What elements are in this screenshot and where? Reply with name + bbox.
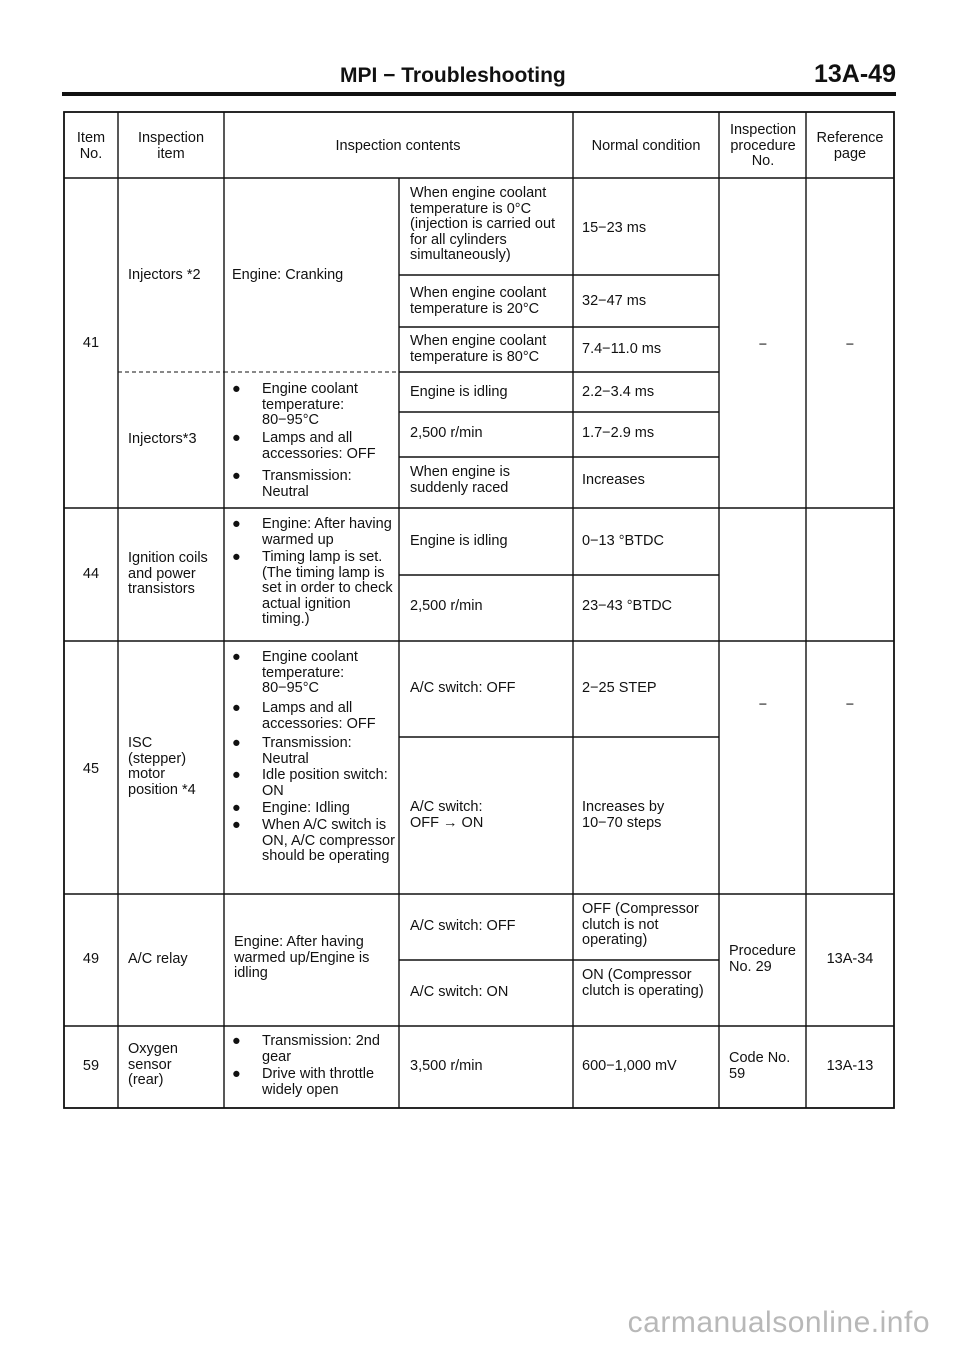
col-header-item-no: Item No. bbox=[76, 130, 106, 162]
contents-bullet-coolant-45: ● Engine coolant temperature: 80−95°C bbox=[232, 649, 358, 697]
contents-bullet-lamps-45: ● Lamps and all accessories: OFF bbox=[232, 700, 376, 732]
condition-coolant-80c: When engine coolant temperature is 80°C bbox=[410, 333, 547, 365]
item-no-49: 49 bbox=[82, 951, 100, 967]
bullet-icon: ● bbox=[232, 767, 241, 783]
contents-49-engine-warmed: Engine: After having warmed up/Engine is idling bbox=[234, 934, 370, 982]
col-header-inspection-item: Inspection item bbox=[137, 130, 205, 162]
bullet-icon: ● bbox=[232, 735, 241, 751]
item-no-41: 41 bbox=[82, 335, 100, 351]
inspection-contents-cranking: Engine: Cranking bbox=[232, 267, 344, 283]
normal-45-ac-off: 2−25 STEP bbox=[582, 680, 657, 696]
condition-49-ac-on: A/C switch: ON bbox=[410, 984, 509, 1000]
normal-59-600-1000mv: 600−1,000 mV bbox=[582, 1058, 677, 1074]
condition-49-ac-off: A/C switch: OFF bbox=[410, 918, 516, 934]
inspection-item-isc-motor: ISC (stepper) motor position *4 bbox=[128, 735, 196, 798]
procedure-41: − bbox=[758, 337, 768, 353]
watermark: carmanualsonline.info bbox=[627, 1306, 930, 1339]
contents-bullet-idle-position: ● Idle position switch: ON bbox=[232, 767, 388, 799]
condition-suddenly-raced: When engine is suddenly raced bbox=[410, 464, 510, 496]
normal-2500rpm: 1.7−2.9 ms bbox=[582, 425, 655, 441]
inspection-item-injectors-3: Injectors*3 bbox=[128, 431, 197, 447]
contents-bullet-2nd-gear: ● Transmission: 2nd gear bbox=[232, 1033, 380, 1065]
normal-45-increases-by: Increases by 10−70 steps bbox=[582, 799, 665, 831]
reference-45: − bbox=[845, 697, 855, 713]
condition-coolant-0c: When engine coolant temperature is 0°C (injection is carried out for all cylinders simultaneously) bbox=[410, 185, 556, 264]
item-no-45: 45 bbox=[82, 761, 100, 777]
condition-59-3500rpm: 3,500 r/min bbox=[410, 1058, 483, 1074]
contents-bullet-engine-warmed: ● Engine: After having warmed up bbox=[232, 516, 392, 548]
inspection-item-oxygen-sensor: Oxygen sensor (rear) bbox=[128, 1041, 178, 1089]
procedure-49: Procedure No. 29 bbox=[729, 943, 796, 975]
bullet-icon: ● bbox=[232, 516, 241, 532]
inspection-item-ac-relay: A/C relay bbox=[128, 951, 188, 967]
contents-bullet-transmission-45: ● Transmission: Neutral bbox=[232, 735, 352, 767]
contents-bullet-lamps: ● Lamps and all accessories: OFF bbox=[232, 430, 376, 462]
condition-45-ac-off-on: A/C switch: OFF → ON bbox=[410, 799, 484, 831]
normal-coolant-0c: 15−23 ms bbox=[582, 220, 647, 236]
procedure-59: Code No. 59 bbox=[729, 1050, 791, 1082]
condition-44-2500rpm: 2,500 r/min bbox=[410, 598, 483, 614]
bullet-icon: ● bbox=[232, 817, 241, 833]
bullet-icon: ● bbox=[232, 430, 241, 446]
normal-44-idling: 0−13 °BTDC bbox=[582, 533, 664, 549]
contents-bullet-transmission: ● Transmission: Neutral bbox=[232, 468, 352, 500]
normal-44-2500rpm: 23−43 °BTDC bbox=[582, 598, 673, 614]
reference-59: 13A-13 bbox=[826, 1058, 874, 1074]
condition-coolant-20c: When engine coolant temperature is 20°C bbox=[410, 285, 547, 317]
bullet-icon: ● bbox=[232, 1066, 241, 1082]
page-title: MPI − Troubleshooting bbox=[340, 64, 566, 87]
reference-49: 13A-34 bbox=[826, 951, 874, 967]
contents-bullet-throttle: ● Drive with throttle widely open bbox=[232, 1066, 375, 1098]
inspection-item-ignition-coils: Ignition coils and power transistors bbox=[128, 550, 208, 598]
page-number: 13A-49 bbox=[814, 60, 896, 88]
bullet-icon: ● bbox=[232, 381, 241, 397]
condition-45-ac-off: A/C switch: OFF bbox=[410, 680, 516, 696]
col-header-reference-page: Reference page bbox=[816, 130, 884, 162]
bullet-icon: ● bbox=[232, 468, 241, 484]
col-header-procedure-no: Inspection procedure No. bbox=[729, 122, 797, 170]
bullet-icon: ● bbox=[232, 700, 241, 716]
normal-49-on-compressor: ON (Compressor clutch is operating) bbox=[582, 967, 704, 999]
contents-bullet-ac-compressor: ● When A/C switch is ON, A/C compressor should be operating bbox=[232, 817, 395, 865]
normal-coolant-80c: 7.4−11.0 ms bbox=[582, 341, 662, 357]
bullet-icon: ● bbox=[232, 1033, 241, 1049]
condition-2500rpm: 2,500 r/min bbox=[410, 425, 483, 441]
reference-41: − bbox=[845, 337, 855, 353]
normal-engine-idling: 2.2−3.4 ms bbox=[582, 384, 655, 400]
condition-engine-idling: Engine is idling bbox=[410, 384, 508, 400]
condition-44-idling: Engine is idling bbox=[410, 533, 508, 549]
bullet-icon: ● bbox=[232, 649, 241, 665]
normal-increases: Increases bbox=[582, 472, 645, 488]
bullet-icon: ● bbox=[232, 549, 241, 565]
item-no-59: 59 bbox=[82, 1058, 100, 1074]
inspection-item-injectors-2: Injectors *2 bbox=[128, 267, 201, 283]
col-header-inspection-contents: Inspection contents bbox=[335, 138, 461, 154]
normal-49-off-compressor: OFF (Compressor clutch is not operating) bbox=[582, 901, 699, 949]
col-header-normal-condition: Normal condition bbox=[591, 138, 701, 154]
bullet-icon: ● bbox=[232, 800, 241, 816]
contents-bullet-timing-lamp: ● Timing lamp is set. (The timing lamp is set in order to check actual ignition timing.) bbox=[232, 549, 393, 628]
normal-coolant-20c: 32−47 ms bbox=[582, 293, 647, 309]
contents-bullet-coolant-temp: ● Engine coolant temperature: 80−95°C bbox=[232, 381, 358, 429]
procedure-45: − bbox=[758, 697, 768, 713]
item-no-44: 44 bbox=[82, 566, 100, 582]
contents-bullet-engine-idling: ● Engine: Idling bbox=[232, 800, 350, 816]
